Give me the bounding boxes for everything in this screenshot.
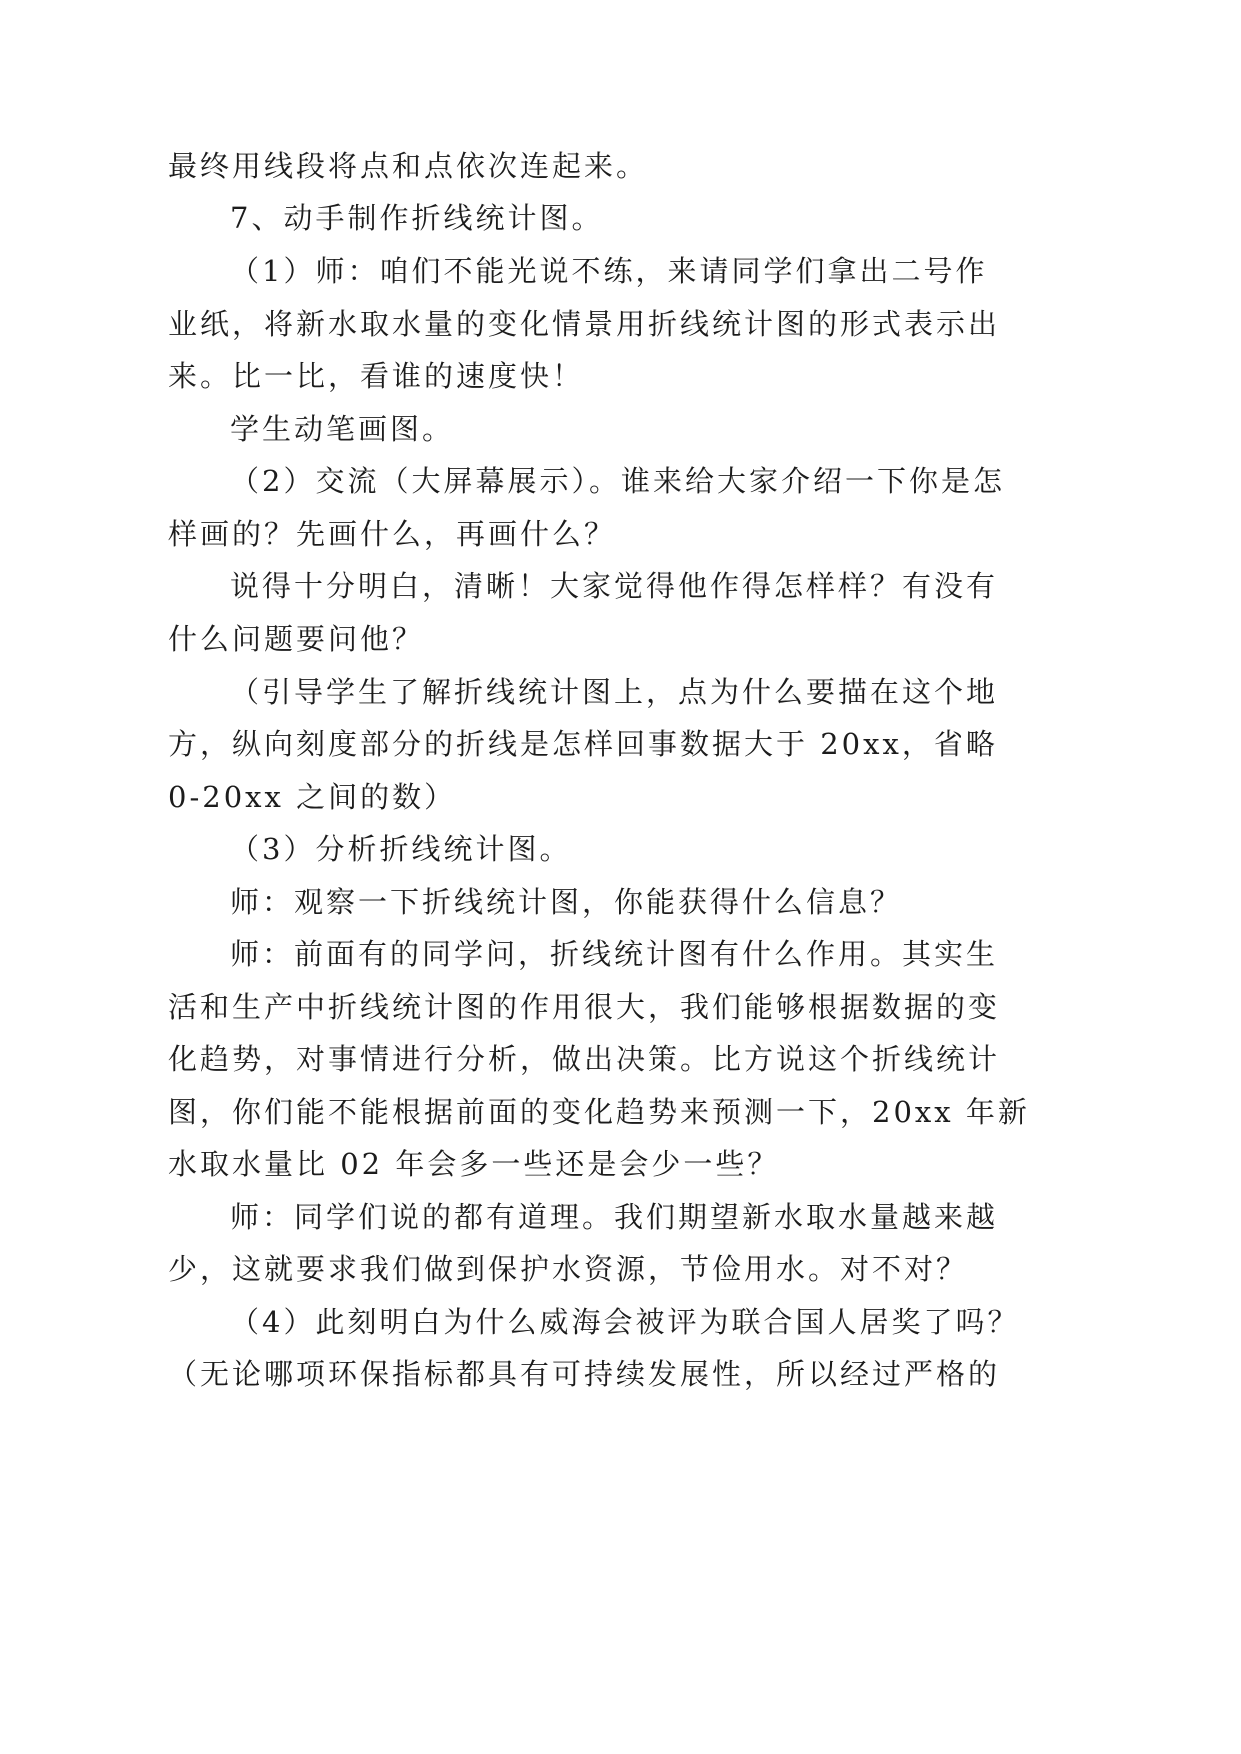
text-line: 师：同学们说的都有道理。我们期望新水取水量越来越 xyxy=(230,1200,999,1234)
text-line: 师：前面有的同学问，折线统计图有什么作用。其实生 xyxy=(230,937,999,971)
text-line: 7、动手制作折线统计图。 xyxy=(230,201,604,235)
text-line: 说得十分明白，清晰！大家觉得他作得怎样样？有没有 xyxy=(230,569,999,603)
text-line: 学生动笔画图。 xyxy=(230,412,455,446)
text-line: 业纸，将新水取水量的变化情景用折线统计图的形式表示出 xyxy=(168,307,1001,341)
text-line: 方，纵向刻度部分的折线是怎样回事数据大于 20xx，省略 xyxy=(168,727,998,761)
text-line: （引导学生了解折线统计图上，点为什么要描在这个地 xyxy=(230,675,999,709)
text-line: 化趋势，对事情进行分析，做出决策。比方说这个折线统计 xyxy=(168,1042,1001,1076)
text-line: （4）此刻明白为什么威海会被评为联合国人居奖了吗？ xyxy=(230,1305,1020,1339)
text-line: （1）师：咱们不能光说不练，来请同学们拿出二号作 xyxy=(230,254,988,288)
text-line: （3）分析折线统计图。 xyxy=(230,832,572,866)
text-line: 图，你们能不能根据前面的变化趋势来预测一下，20xx 年新 xyxy=(168,1095,1030,1129)
text-line: （无论哪项环保指标都具有可持续发展性，所以经过严格的 xyxy=(168,1357,1001,1391)
text-line: 样画的？先画什么，再画什么？ xyxy=(168,517,617,551)
text-line: 师：观察一下折线统计图，你能获得什么信息？ xyxy=(230,885,903,919)
text-line: 最终用线段将点和点依次连起来。 xyxy=(168,149,649,183)
text-line: 活和生产中折线统计图的作用很大，我们能够根据数据的变 xyxy=(168,990,1001,1024)
text-line: 来。比一比，看谁的速度快！ xyxy=(168,359,585,393)
text-line: 少，这就要求我们做到保护水资源，节俭用水。对不对？ xyxy=(168,1252,969,1286)
text-line: （2）交流（大屏幕展示）。谁来给大家介绍一下你是怎 xyxy=(230,464,1005,498)
text-line: 0-20xx 之间的数） xyxy=(168,780,457,814)
text-line: 什么问题要问他？ xyxy=(168,622,425,656)
text-line: 水取水量比 02 年会多一些还是会少一些？ xyxy=(168,1147,780,1181)
